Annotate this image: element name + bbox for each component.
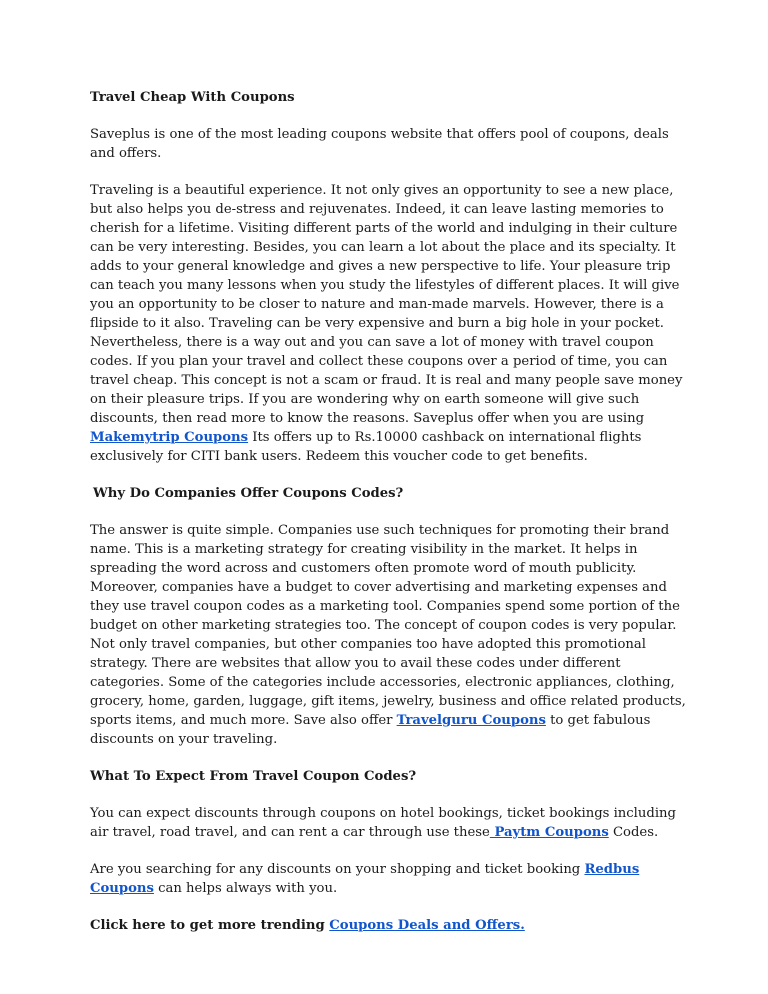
makemytrip-coupons-link[interactable]: Makemytrip Coupons — [90, 430, 249, 445]
why-paragraph-text: The answer is quite simple. Companies use such techniques for promoting their brand name. This is a marketing strategy for creating visibility in the market. It helps in spreading the word across and customers often promote word of mouth publicity. Moreover, companies have a budget to cover advertising and marketing expenses and they use travel coupon codes as a marketing tool. Companies spend some portion of the budget on other marketing strategies too. The concept of coupon codes is very popular. Not only travel companies, but other companies too have adopted this promotional strategy. There are websites that allow you to avail these codes under different categories. Some of the categories include accessories, electronic appliances, clothing, grocery, home, garden, luggage, gift items, jewelry, business and office related products, sports items, and much more. Save also offer — [90, 523, 686, 728]
document-title: Travel Cheap With Coupons — [90, 90, 295, 105]
section-heading-expect: What To Expect From Travel Coupon Codes? — [90, 769, 417, 784]
redbus-coupons-link[interactable]: Redbus Coupons — [90, 862, 640, 896]
cta-text: Click here to get more trending — [90, 918, 330, 933]
paytm-coupons-link[interactable]: Paytm Coupons — [489, 825, 609, 840]
why-paragraph — [90, 521, 690, 749]
travelguru-coupons-link[interactable]: Travelguru Coupons — [396, 713, 546, 728]
expect-paragraph-after: Codes. — [608, 825, 659, 840]
coupons-deals-offers-link[interactable]: Coupons Deals and Offers. — [329, 918, 525, 933]
section-heading-why: Why Do Companies Offer Coupons Codes? — [93, 486, 404, 501]
cta-paragraph — [90, 916, 690, 935]
redbus-paragraph-text: Are you searching for any discounts on your shopping and ticket booking — [90, 862, 585, 877]
intro-paragraph: Saveplus is one of the most leading coupons website that offers pool of coupons, deals and offers. — [90, 127, 669, 161]
travel-paragraph-after: Its offers up to Rs.10000 cashback on international flights exclusively for CITI bank users. Redeem this voucher code to get benefits. — [90, 430, 642, 464]
document-page — [90, 88, 690, 953]
expect-paragraph-text: You can expect discounts through coupons on hotel bookings, ticket bookings including air travel, road travel, and can rent a car through use these — [90, 806, 676, 840]
travel-paragraph — [90, 181, 690, 466]
travel-paragraph-text: Traveling is a beautiful experience. It not only gives an opportunity to see a new place, but also helps you de-stress and rejuvenates. Indeed, it can leave lasting memories to cherish for a lifetime. Visiting different parts of the world and indulging in their culture can be very interesting. Besides, you can learn a lot about the place and its specialty. It adds to your general knowledge and gives a new perspective to life. Your pleasure trip can teach you many lessons when you study the lifestyles of different places. It will give you an opportunity to be closer to nature and man-made marvels. However, there is a flipside to it also. Traveling can be very expensive and burn a big hole in your pocket. Nevertheless, there is a way out and you can save a lot of money with travel coupon codes. If you plan your travel and collect these coupons over a period of time, you can travel cheap. This concept is not a scam or fraud. It is real and many people save money on their pleasure trips. If you are wondering why on earth someone will give such discounts, then read more to know the reasons. Saveplus offer when you are using — [90, 183, 683, 426]
why-paragraph-after: to get fabulous discounts on your traveling. — [90, 713, 651, 747]
redbus-paragraph-after: can helps always with you. — [153, 881, 338, 896]
expect-paragraph — [90, 804, 690, 842]
redbus-paragraph — [90, 860, 690, 898]
